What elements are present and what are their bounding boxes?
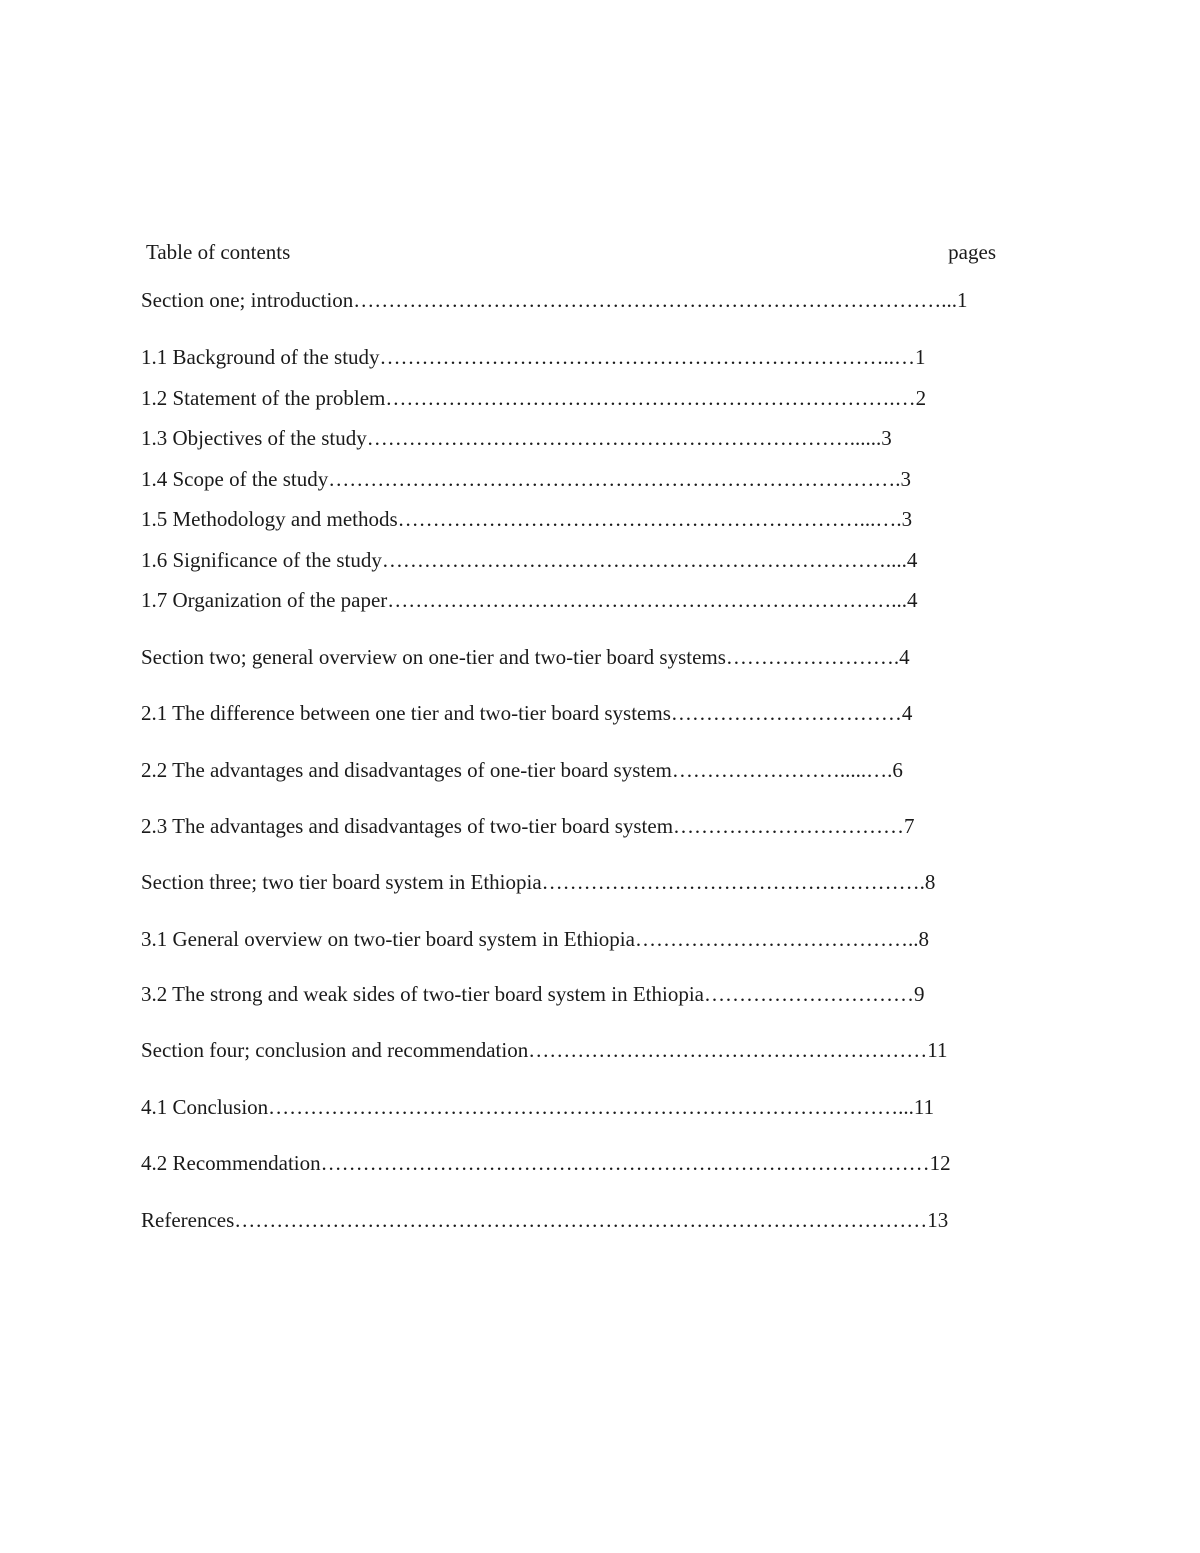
toc-entry-leader: …………………………………………………………………………... — [353, 288, 958, 312]
toc-entry — [141, 546, 917, 574]
toc-entry-leader: ……………………………………………………………….... — [381, 548, 907, 572]
toc-entry — [141, 756, 903, 784]
toc-entry-page: 8 — [924, 870, 936, 894]
toc-entry — [141, 1036, 947, 1064]
toc-entry — [141, 424, 892, 452]
toc-entry-leader: …………………………… — [670, 701, 902, 725]
toc-entry-label: 1.1 Background of the study — [141, 345, 380, 369]
toc-entry — [141, 1206, 948, 1234]
toc-entry-page: 12 — [929, 1151, 951, 1175]
toc-entry-label: 4.1 Conclusion — [141, 1095, 269, 1119]
toc-entry-page: 6 — [892, 758, 903, 782]
toc-entry — [141, 286, 968, 314]
toc-entry-page: 9 — [914, 982, 925, 1006]
toc-entry-label: 2.1 The difference between one tier and two-tier board systems — [141, 701, 671, 725]
toc-title: Table of contents — [146, 240, 291, 264]
toc-entry-leader: ……………………………………………………………………………………… — [234, 1208, 928, 1232]
toc-entry-page: 4 — [899, 645, 910, 669]
toc-entry-leader: ………………………………………………………………..… — [379, 345, 916, 369]
toc-pages-label: pages — [948, 240, 996, 264]
toc-entry-page: 3 — [901, 507, 913, 531]
toc-entry-leader: …………………………………………………………...…. — [397, 507, 902, 531]
toc-entry — [141, 699, 912, 727]
toc-entry-leader: ……………………………………………………………….… — [385, 386, 916, 410]
toc-entry-label: 2.3 The advantages and disadvantages of two-tier board system — [141, 814, 674, 838]
toc-entry-leader: …………………………………………………………………………… — [320, 1151, 930, 1175]
toc-entry-page: 11 — [927, 1038, 948, 1062]
toc-entry — [141, 643, 910, 671]
toc-entry-page: 4 — [906, 548, 918, 572]
toc-entry-page: 7 — [904, 814, 915, 838]
toc-entry-label: 3.2 The strong and weak sides of two-tier board system in Ethiopia — [141, 982, 705, 1006]
toc-entry-leader: ………………………………………………………………………………... — [268, 1095, 914, 1119]
toc-entry — [141, 343, 926, 371]
toc-entry-leader: ………………………………………………… — [528, 1038, 928, 1062]
toc-entry — [141, 868, 935, 896]
toc-entry — [141, 384, 926, 412]
toc-entry-page: 4 — [901, 701, 913, 725]
toc-entry-leader: …………………….....…. — [671, 758, 893, 782]
toc-entry-leader: ………………………… — [704, 982, 915, 1006]
toc-entry-label: 2.2 The advantages and disadvantages of one-tier board system — [141, 758, 672, 782]
toc-entry-label: 3.1 General overview on two-tier board system in Ethiopia — [141, 927, 635, 951]
toc-entry-label: Section four; conclusion and recommendation — [141, 1038, 529, 1062]
toc-entry-label: Section two; general overview on one-tier and two-tier board systems — [141, 645, 726, 669]
toc-entry-leader: ………………………………….. — [634, 927, 919, 951]
toc-entry-label: 4.2 Recommendation — [141, 1151, 321, 1175]
toc-entry-page: 13 — [927, 1208, 949, 1232]
toc-entry-page: 3 — [900, 467, 911, 491]
toc-entry-leader: ………………………………………………. — [541, 870, 925, 894]
toc-entry-label: Section one; introduction — [141, 288, 354, 312]
toc-entry-label: 1.3 Objectives of the study — [141, 426, 367, 450]
toc-entry-page: 4 — [907, 588, 918, 612]
toc-entry-leader: ……………………………………………………………...... — [366, 426, 882, 450]
toc-entry-label: 1.7 Organization of the paper — [141, 588, 388, 612]
toc-entry-label: 1.6 Significance of the study — [141, 548, 382, 572]
toc-entry-leader: …………………………… — [673, 814, 905, 838]
toc-entry-page: 2 — [915, 386, 927, 410]
toc-entry — [141, 465, 911, 493]
toc-header — [146, 240, 996, 274]
toc-entry-page: 11 — [913, 1095, 935, 1119]
toc-entry — [141, 812, 915, 840]
toc-entry — [141, 1093, 934, 1121]
toc-entry — [141, 505, 912, 533]
toc-entry-leader: ………………………………………………………………………. — [328, 467, 901, 491]
toc-entry — [141, 1149, 951, 1177]
toc-entry-label: 1.2 Statement of the problem — [141, 386, 386, 410]
toc-entry-label: References — [141, 1208, 235, 1232]
toc-entry-leader: ……………………. — [725, 645, 900, 669]
toc-entry-label: 1.5 Methodology and methods — [141, 507, 398, 531]
toc-entry-page: 3 — [881, 426, 892, 450]
toc-entry — [141, 586, 918, 614]
toc-entry-page: 1 — [915, 345, 926, 369]
toc-entry — [141, 980, 925, 1008]
toc-entry-label: Section three; two tier board system in Ethiopia — [141, 870, 542, 894]
toc-entry-leader: ………………………………………………………………... — [387, 588, 908, 612]
toc-entry-page: 1 — [957, 288, 968, 312]
toc-entry-page: 8 — [918, 927, 929, 951]
toc-entry-label: 1.4 Scope of the study — [141, 467, 329, 491]
toc-entry — [141, 925, 929, 953]
